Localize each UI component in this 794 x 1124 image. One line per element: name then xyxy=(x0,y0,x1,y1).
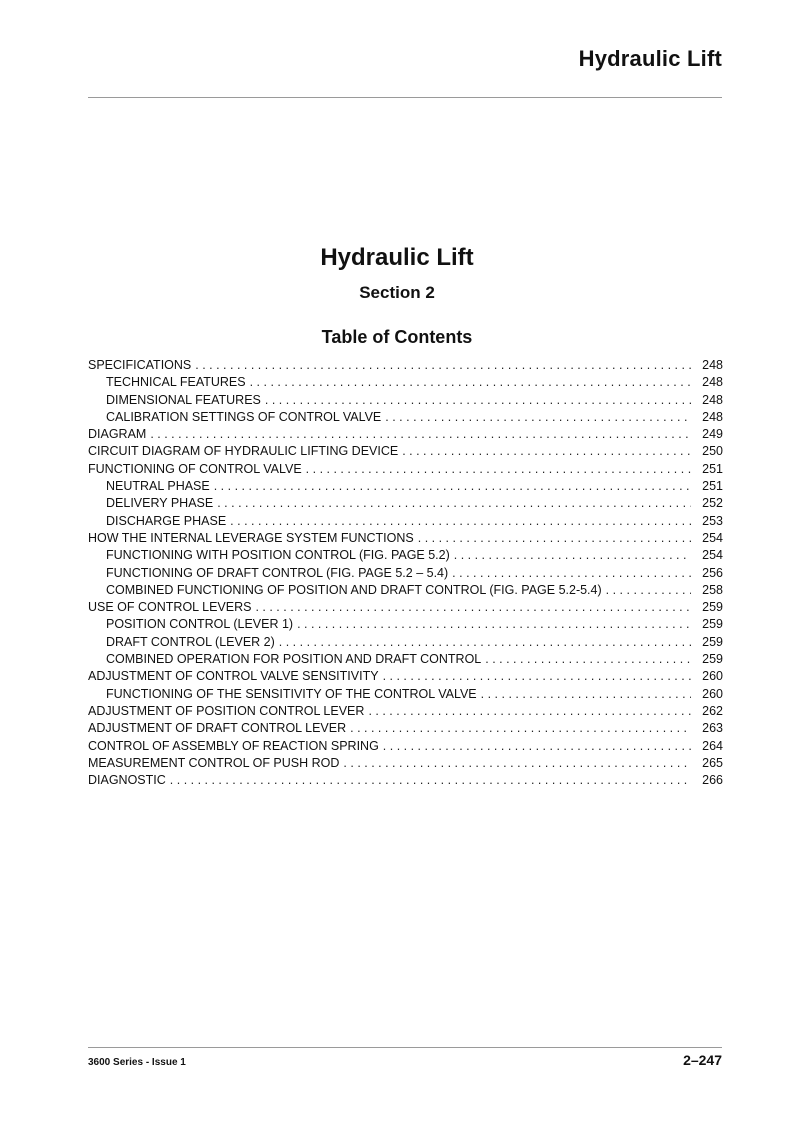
toc-dot-leader xyxy=(195,357,691,374)
toc-entry[interactable] xyxy=(88,599,723,616)
toc-dot-leader xyxy=(485,651,691,668)
toc-entry-page: 259 xyxy=(702,634,723,649)
toc-entry-page: 251 xyxy=(702,461,723,476)
toc-entry[interactable] xyxy=(88,513,723,530)
toc-entry[interactable] xyxy=(88,616,723,633)
toc-entry-title: DRAFT CONTROL (LEVER 2) xyxy=(106,634,275,649)
toc-entry-title: FUNCTIONING OF DRAFT CONTROL (FIG. PAGE 5.2 – 5.4) xyxy=(106,565,449,580)
toc-entry-page: 256 xyxy=(702,565,723,580)
toc-entry-page: 262 xyxy=(702,703,723,718)
toc-entry-page: 263 xyxy=(702,721,723,736)
toc-dot-leader xyxy=(306,461,691,478)
toc-entry-page: 248 xyxy=(702,409,723,424)
toc-dot-leader xyxy=(230,513,691,530)
toc-entry-title: USE OF CONTROL LEVERS xyxy=(88,600,252,615)
table-of-contents xyxy=(88,357,723,789)
toc-entry-page: 248 xyxy=(702,375,723,390)
running-header-title: Hydraulic Lift xyxy=(578,46,722,71)
toc-dot-leader xyxy=(343,755,691,772)
footer-series: 3600 Series - Issue 1 xyxy=(88,1057,186,1068)
toc-entry-title: CALIBRATION SETTINGS OF CONTROL VALVE xyxy=(106,409,382,424)
toc-entry-title: ADJUSTMENT OF DRAFT CONTROL LEVER xyxy=(88,721,347,736)
toc-dot-leader xyxy=(150,426,691,443)
toc-entry-title: ADJUSTMENT OF POSITION CONTROL LEVER xyxy=(88,703,365,718)
toc-entry-title: DIAGNOSTIC xyxy=(88,773,166,788)
toc-entry-title: FUNCTIONING OF CONTROL VALVE xyxy=(88,461,302,476)
toc-entry-title: COMBINED OPERATION FOR POSITION AND DRAFT CONTROL xyxy=(106,652,482,667)
toc-dot-leader xyxy=(402,443,691,460)
toc-dot-leader xyxy=(452,565,691,582)
toc-entry[interactable] xyxy=(88,461,723,478)
toc-entry[interactable] xyxy=(88,738,723,755)
toc-entry[interactable] xyxy=(88,443,723,460)
toc-entry-title: NEUTRAL PHASE xyxy=(106,479,210,494)
toc-entry-title: DISCHARGE PHASE xyxy=(106,513,227,528)
toc-entry-page: 266 xyxy=(702,773,723,788)
footer-page-number: 2–247 xyxy=(683,1052,722,1068)
toc-entry-page: 250 xyxy=(702,444,723,459)
toc-entry-title: ADJUSTMENT OF CONTROL VALVE SENSITIVITY xyxy=(88,669,379,684)
toc-dot-leader xyxy=(214,478,691,495)
toc-entry-title: COMBINED FUNCTIONING OF POSITION AND DRAFT CONTROL (FIG. PAGE 5.2-5.4) xyxy=(106,582,602,597)
toc-entry-title: MEASUREMENT CONTROL OF PUSH ROD xyxy=(88,755,340,770)
toc-dot-leader xyxy=(255,599,691,616)
toc-entry[interactable] xyxy=(88,495,723,512)
toc-entry-title: CIRCUIT DIAGRAM OF HYDRAULIC LIFTING DEVICE xyxy=(88,444,399,459)
toc-dot-leader xyxy=(368,703,691,720)
footer-divider xyxy=(88,1047,722,1048)
toc-entry[interactable] xyxy=(88,374,723,391)
toc-entry-page: 254 xyxy=(702,548,723,563)
toc-entry-page: 259 xyxy=(702,652,723,667)
toc-entry[interactable] xyxy=(88,772,723,789)
toc-entry-title: POSITION CONTROL (LEVER 1) xyxy=(106,617,294,632)
toc-entry[interactable] xyxy=(88,426,723,443)
toc-dot-leader xyxy=(418,530,691,547)
toc-dot-leader xyxy=(250,374,691,391)
toc-entry-page: 265 xyxy=(702,755,723,770)
toc-entry-title: DIMENSIONAL FEATURES xyxy=(106,392,261,407)
toc-entry-page: 248 xyxy=(702,358,723,372)
toc-dot-leader xyxy=(385,409,691,426)
toc-entry[interactable] xyxy=(88,565,723,582)
toc-entry-page: 249 xyxy=(702,427,723,442)
toc-entry[interactable] xyxy=(88,651,723,668)
toc-entry[interactable] xyxy=(88,703,723,720)
toc-dot-leader xyxy=(279,634,691,651)
toc-entry-page: 253 xyxy=(702,513,723,528)
toc-entry[interactable] xyxy=(88,720,723,737)
toc-entry[interactable] xyxy=(88,755,723,772)
toc-entry-page: 260 xyxy=(702,669,723,684)
toc-entry-page: 259 xyxy=(702,617,723,632)
toc-dot-leader xyxy=(297,616,691,633)
toc-entry-page: 254 xyxy=(702,530,723,545)
toc-heading: Table of Contents xyxy=(321,327,473,347)
toc-entry[interactable] xyxy=(88,582,723,599)
toc-entry-title: FUNCTIONING WITH POSITION CONTROL (FIG. PAGE 5.2) xyxy=(106,548,450,563)
toc-dot-leader xyxy=(265,392,691,409)
toc-entry[interactable] xyxy=(88,686,723,703)
toc-entry-title: TECHNICAL FEATURES xyxy=(106,375,246,390)
toc-entry[interactable] xyxy=(88,409,723,426)
toc-entry-title: SPECIFICATIONS xyxy=(88,358,192,372)
toc-dot-leader xyxy=(350,720,691,737)
toc-dot-leader xyxy=(481,686,691,703)
toc-entry-title: CONTROL OF ASSEMBLY OF REACTION SPRING xyxy=(88,738,379,753)
toc-entry-page: 258 xyxy=(702,582,723,597)
header-divider xyxy=(88,97,722,98)
toc-entry-page: 248 xyxy=(702,392,723,407)
page-title: Hydraulic Lift xyxy=(320,244,474,271)
toc-entry[interactable] xyxy=(88,392,723,409)
toc-entry-page: 259 xyxy=(702,600,723,615)
toc-entry[interactable] xyxy=(88,357,723,374)
toc-entry[interactable] xyxy=(88,634,723,651)
toc-entry-page: 264 xyxy=(702,738,723,753)
toc-entry[interactable] xyxy=(88,530,723,547)
toc-entry[interactable] xyxy=(88,668,723,685)
toc-entry-title: HOW THE INTERNAL LEVERAGE SYSTEM FUNCTIONS xyxy=(88,530,414,545)
section-label: Section 2 xyxy=(359,283,435,302)
toc-dot-leader xyxy=(383,668,691,685)
toc-dot-leader xyxy=(217,495,691,512)
toc-entry-page: 260 xyxy=(702,686,723,701)
toc-entry[interactable] xyxy=(88,547,723,564)
toc-dot-leader xyxy=(383,738,691,755)
toc-dot-leader xyxy=(606,582,691,599)
toc-entry-title: DIAGRAM xyxy=(88,427,147,442)
toc-entry[interactable] xyxy=(88,478,723,495)
toc-entry-title: DELIVERY PHASE xyxy=(106,496,214,511)
toc-entry-title: FUNCTIONING OF THE SENSITIVITY OF THE CONTROL VALVE xyxy=(106,686,477,701)
toc-dot-leader xyxy=(170,772,691,789)
toc-dot-leader xyxy=(454,547,691,564)
toc-entry-page: 252 xyxy=(702,496,723,511)
toc-entry-page: 251 xyxy=(702,479,723,494)
